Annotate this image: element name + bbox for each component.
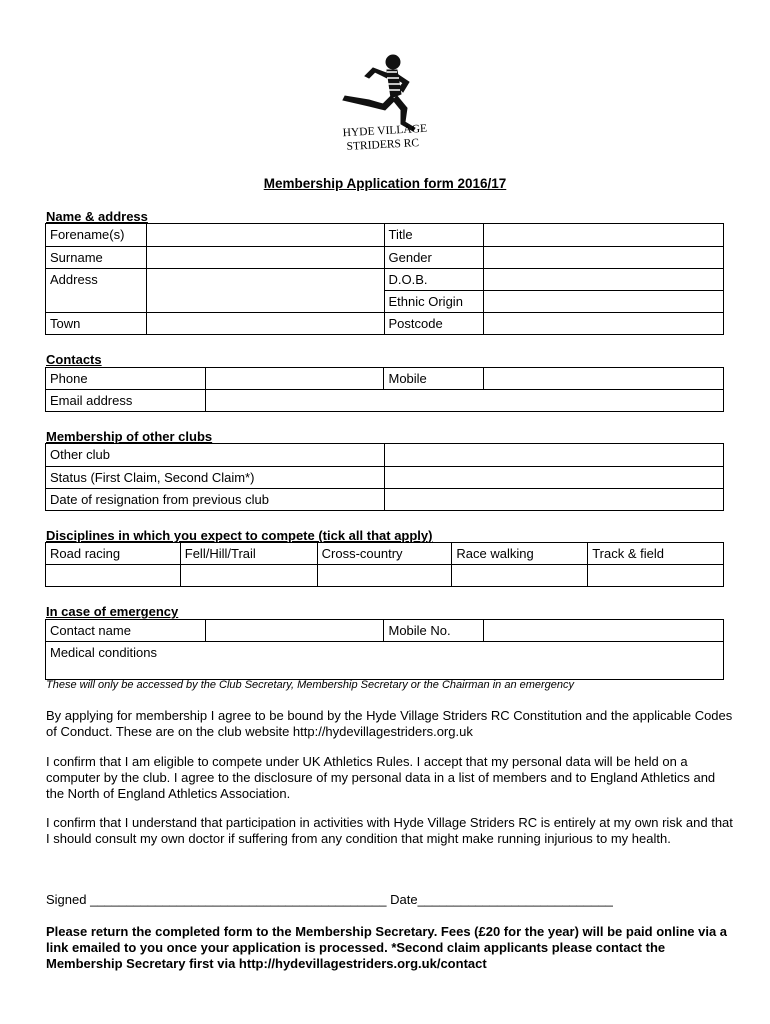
address-label: Address <box>46 269 147 313</box>
medical-conditions-field[interactable] <box>46 642 724 680</box>
resignation-date-label: Date of resignation from previous club <box>46 489 385 511</box>
surname-label: Surname <box>46 247 147 269</box>
club-logo <box>325 52 445 157</box>
emergency-mobile-label: Mobile No. <box>384 620 484 642</box>
other-clubs-table <box>45 443 724 511</box>
discipline-cross-country-label: Cross-country <box>317 543 452 565</box>
logo-line-1: HYDE VILLAGE <box>342 122 428 140</box>
dob-field[interactable] <box>484 269 724 291</box>
ethnic-origin-label: Ethnic Origin <box>384 291 484 313</box>
title-field[interactable] <box>484 224 724 247</box>
forename-field[interactable] <box>146 224 384 247</box>
runner-icon <box>343 55 415 131</box>
privacy-note: These will only be accessed by the Club Secretary, Membership Secretary or the Chairman in an emergency <box>46 679 575 691</box>
emergency-mobile-field[interactable] <box>484 620 724 642</box>
address-field[interactable] <box>146 269 384 313</box>
logo-line-2: STRIDERS RC <box>346 137 420 153</box>
discipline-fell-label: Fell/Hill/Trail <box>180 543 317 565</box>
contact-name-field[interactable] <box>205 620 384 642</box>
discipline-fell-tick[interactable] <box>180 565 317 587</box>
discipline-race-walking-label: Race walking <box>452 543 588 565</box>
agreement-paragraph-2: I confirm that I am eligible to compete under UK Athletics Rules. I accept that my personal data will be held on a computer by the club. I agree to the disclosure of my personal data in a list of members and to England Athletics and the North of England Athletics Association. <box>46 754 716 801</box>
medical-conditions-label: Medical conditions <box>50 645 157 660</box>
discipline-road-racing-tick[interactable] <box>46 565 181 587</box>
email-field[interactable] <box>205 390 723 412</box>
email-label: Email address <box>46 390 206 412</box>
mobile-field[interactable] <box>484 368 724 390</box>
resignation-date-field[interactable] <box>384 489 723 511</box>
section-heading-disciplines: Disciplines in which you expect to compete (tick all that apply) <box>46 528 433 543</box>
discipline-track-field-label: Track & field <box>588 543 724 565</box>
section-heading-name-address: Name & address <box>46 209 148 224</box>
phone-field[interactable] <box>205 368 384 390</box>
disciplines-table <box>45 542 724 587</box>
discipline-race-walking-tick[interactable] <box>452 565 588 587</box>
status-field[interactable] <box>384 467 723 489</box>
other-club-field[interactable] <box>384 444 723 467</box>
section-heading-contacts: Contacts <box>46 352 102 367</box>
ethnic-origin-field[interactable] <box>484 291 724 313</box>
contact-name-label: Contact name <box>46 620 206 642</box>
agreement-paragraph-3: I confirm that I understand that participation in activities with Hyde Village Striders RC is entirely at my own risk and that I should consult my own doctor if suffering from any condition that might make running injurious to my health. <box>46 815 733 846</box>
title-label: Title <box>384 224 484 247</box>
discipline-road-racing-label: Road racing <box>46 543 181 565</box>
emergency-table <box>45 619 724 680</box>
name-address-table <box>45 223 724 335</box>
postcode-label: Postcode <box>384 313 484 335</box>
dob-label: D.O.B. <box>384 269 484 291</box>
discipline-cross-country-tick[interactable] <box>317 565 452 587</box>
gender-label: Gender <box>384 247 484 269</box>
form-title: Membership Application form 2016/17 <box>263 176 507 191</box>
signature-date-line[interactable]: Signed _________________________________________ Date___________________________ <box>46 892 613 907</box>
gender-field[interactable] <box>484 247 724 269</box>
phone-label: Phone <box>46 368 206 390</box>
section-heading-emergency: In case of emergency <box>46 604 179 619</box>
section-heading-other-clubs: Membership of other clubs <box>46 429 213 444</box>
forename-label: Forename(s) <box>46 224 147 247</box>
discipline-track-field-tick[interactable] <box>588 565 724 587</box>
agreement-paragraph-1: By applying for membership I agree to be bound by the Hyde Village Striders RC Constitution and the applicable Codes of Conduct. These are on the club website http://hydevillagestriders.org.uk <box>46 708 733 739</box>
status-label: Status (First Claim, Second Claim*) <box>46 467 385 489</box>
postcode-field[interactable] <box>484 313 724 335</box>
return-instructions: Please return the completed form to the Membership Secretary. Fees (£20 for the year) will be paid online via a link emailed to you once your application is processed. *Second claim applicants please contact the Membership Secretary first via http://hydevillagestriders.org.uk/contact <box>46 924 728 971</box>
surname-field[interactable] <box>146 247 384 269</box>
mobile-label: Mobile <box>384 368 484 390</box>
town-label: Town <box>46 313 147 335</box>
other-club-label: Other club <box>46 444 385 467</box>
town-field[interactable] <box>146 313 384 335</box>
contacts-table <box>45 367 724 412</box>
